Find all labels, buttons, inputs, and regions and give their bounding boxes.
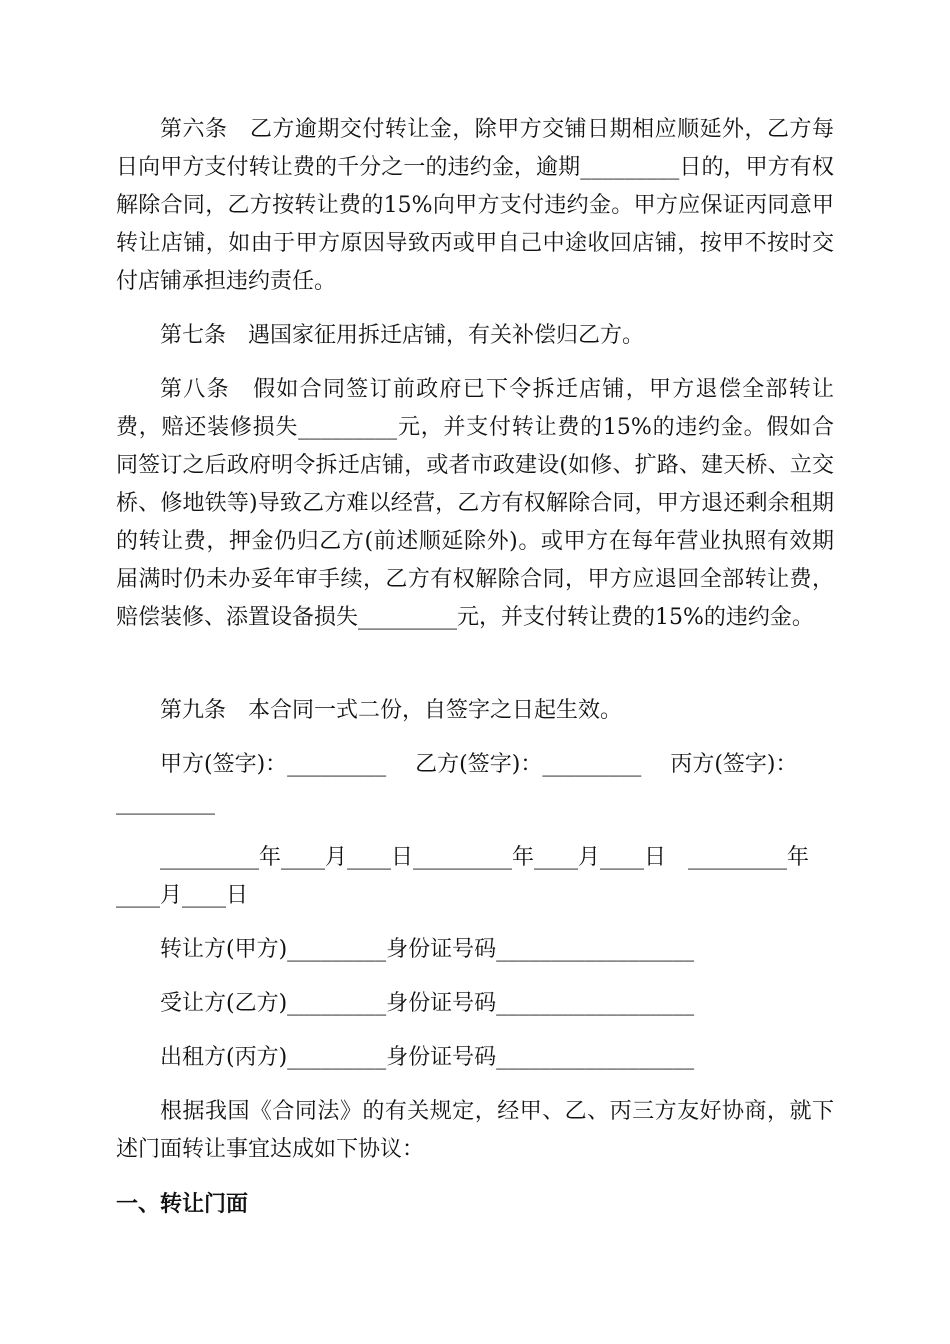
article-8-paragraph: 第八条 假如合同签订前政府已下令拆迁店铺，甲方退偿全部转让费，赔还装修损失_________元，并支付转让费的15%的违约金。假如合同签订之后政府明令拆迁店铺，或者市政建设(如修、扩路、建天桥、立交桥、修地铁等)导致乙方难以经营，乙方有权解除合同，甲方退还剩余租期的转让费，押金仍归乙方(前述顺延除外)。或甲方在每年营业执照有效期届满时仍未办妥年审手续，乙方有权解除合同，甲方应退回全部转让费，赔偿装修、添置设备损失_________元，并支付转让费的15%的违约金。 xyxy=(116,377,834,630)
article-9-paragraph: 第九条 本合同一式二份，自签字之日起生效。 xyxy=(160,698,623,723)
signature-line: 甲方(签字)：_________ 乙方(签字)：_________ 丙方(签字)： xyxy=(116,752,798,777)
section-heading: 一、转让门面 xyxy=(116,1192,249,1217)
signature-line-continued: _________ xyxy=(116,790,215,815)
transferee-line: 受让方(乙方)_________身份证号码__________________ xyxy=(116,991,695,1016)
lessor-line: 出租方(丙方)_________身份证号码__________________ xyxy=(116,1045,695,1070)
preamble-paragraph: 根据我国《合同法》的有关规定，经甲、乙、丙三方友好协商，就下述门面转让事宜达成如下协议： xyxy=(116,1099,834,1162)
article-6-paragraph: 第六条 乙方逾期交付转让金，除甲方交铺日期相应顺延外，乙方每日向甲方支付转让费的千分之一的违约金，逾期_________日的，甲方有权解除合同，乙方按转让费的15%向甲方支付违约金。甲方应保证丙同意甲转让店铺，如由于甲方原因导致丙或甲自己中途收回店铺，按甲不按时交付店铺承担违约责任。 xyxy=(116,117,834,294)
date-line-continued: ____月____日 xyxy=(116,883,249,908)
transferor-line: 转让方(甲方)_________身份证号码__________________ xyxy=(116,937,695,962)
article-7-paragraph: 第七条 遇国家征用拆迁店铺，有关补偿归乙方。 xyxy=(160,323,645,348)
date-line: _________年____月____日_________年____月____日 _________年 xyxy=(116,845,810,870)
